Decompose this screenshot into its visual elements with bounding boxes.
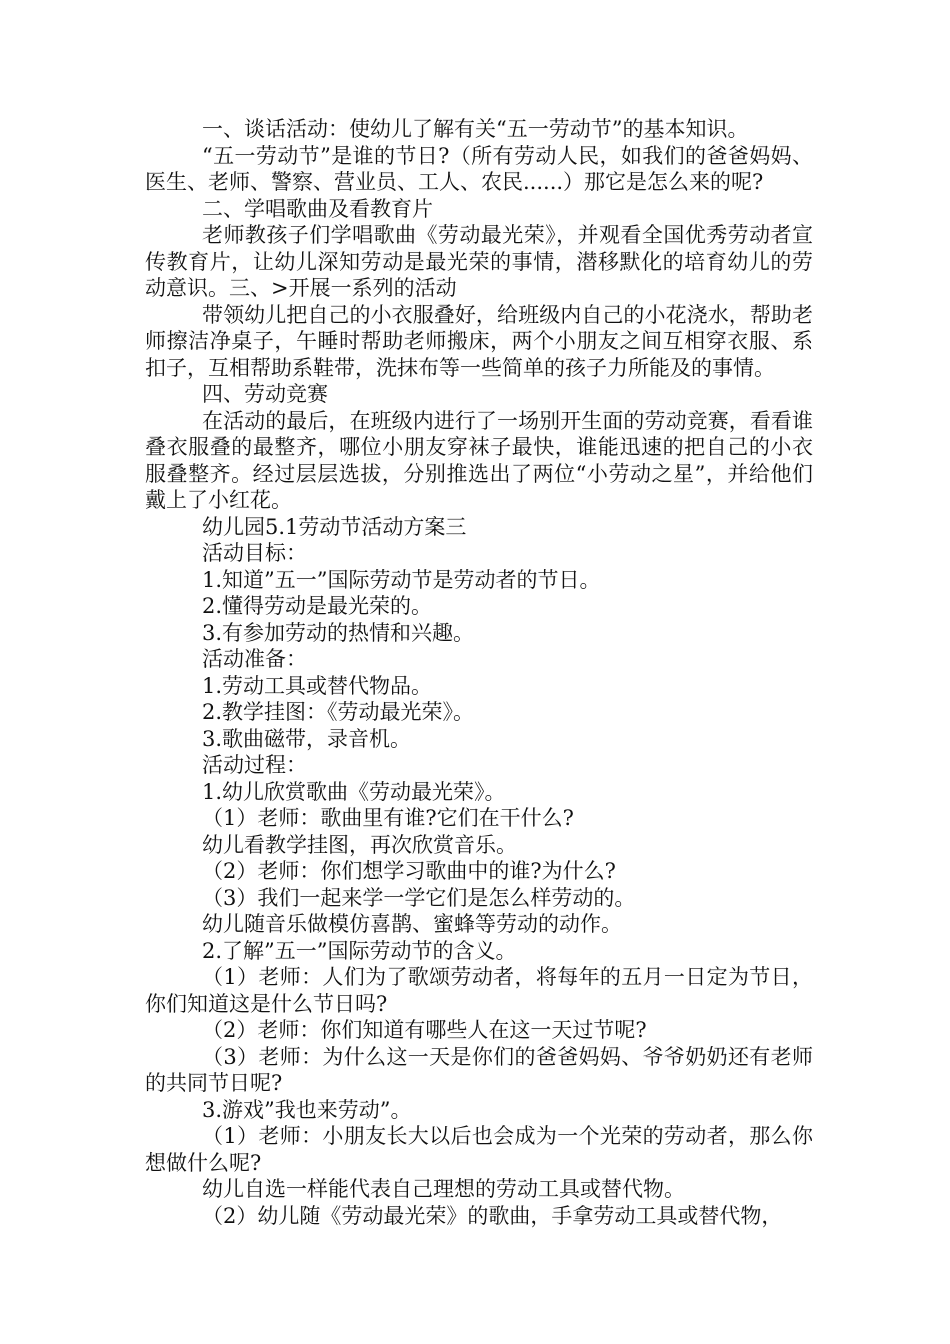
list-item: （2）老师：你们知道有哪些人在这一天过节呢? [202,1018,647,1042]
section-heading: 活动准备： [202,647,307,671]
section-heading: 二、学唱歌曲及看教育片 [202,196,433,221]
paragraph: 在活动的最后，在班级内进行了一场别开生面的劳动竞赛，看看谁叠衣服叠的最整齐，哪位小朋友穿袜子最快，谁能迅速的把自己的小衣服叠整齐。经过层层选拔，分别推选出了两位“小劳动之星”，并给他们戴上了小红花。 [145,408,813,512]
list-item: 3.歌曲磁带，录音机。 [202,726,412,751]
paragraph: 老师教孩子们学唱歌曲《劳动最光荣》，并观看全国优秀劳动者宣传教育片，让幼儿深知劳动是最光荣的事情，潜移默化的培育幼儿的劳动意识。三、>开展一系列的活动 [145,223,813,300]
paragraph: 幼儿自选一样能代表自己理想的劳动工具或替代物。 [202,1177,685,1201]
list-item: 1.幼儿欣赏歌曲《劳动最光荣》。 [202,779,506,804]
list-item: 2.了解”五一”国际劳动节的含义。 [202,938,517,963]
section-heading: 幼儿园5.1劳动节活动方案三 [202,514,467,539]
list-item: （3）我们一起来学一学它们是怎么样劳动的。 [202,885,636,910]
paragraph: 幼儿随音乐做模仿喜鹊、蜜蜂等劳动的动作。 [202,912,622,936]
document-body [145,116,813,1229]
list-item: （2）幼儿随《劳动最光荣》的歌曲，手拿劳动工具或替代物， [202,1203,783,1228]
list-item: （1）老师：人们为了歌颂劳动者，将每年的五月一日定为节日，你们知道这是什么节日吗? [145,965,813,1016]
list-item: （1）老师：小朋友长大以后也会成为一个光荣的劳动者，那么你想做什么呢? [145,1124,813,1175]
paragraph: 带领幼儿把自己的小衣服叠好，给班级内自己的小花浇水，帮助老师擦洁净桌子，午睡时帮助老师搬床，两个小朋友之间互相穿衣服、系扣子，互相帮助系鞋带，洗抹布等一些简单的孩子力所能及的事情。 [145,302,813,380]
list-item: 2.教学挂图：《劳动最光荣》。 [202,700,475,724]
section-heading: 活动过程： [202,753,307,777]
list-item: 2.懂得劳动是最光荣的。 [202,594,433,618]
list-item: （2）老师：你们想学习歌曲中的谁?为什么? [202,859,616,883]
list-item: 1.知道”五一”国际劳动节是劳动者的节日。 [202,567,601,592]
paragraph: 幼儿看教学挂图，再次欣赏音乐。 [202,832,517,857]
list-item: 3.有参加劳动的热情和兴趣。 [202,620,475,645]
list-item: 3.游戏”我也来劳动”。 [202,1097,412,1122]
section-heading: 活动目标： [202,541,307,565]
section-heading: 四、劳动竞赛 [202,382,328,406]
list-item: （3）老师：为什么这一天是你们的爸爸妈妈、爷爷奶奶还有老师的共同节日呢? [145,1044,813,1095]
paragraph: “五一劳动节”是谁的节日?（所有劳动人民，如我们的爸爸妈妈、医生、老师、警察、营业员、工人、农民......）那它是怎么来的呢? [145,143,813,194]
paragraph: 一、谈话活动：使幼儿了解有关“五一劳动节”的基本知识。 [202,117,749,141]
list-item: （1）老师：歌曲里有谁?它们在干什么? [202,806,574,830]
list-item: 1.劳动工具或替代物品。 [202,673,433,698]
